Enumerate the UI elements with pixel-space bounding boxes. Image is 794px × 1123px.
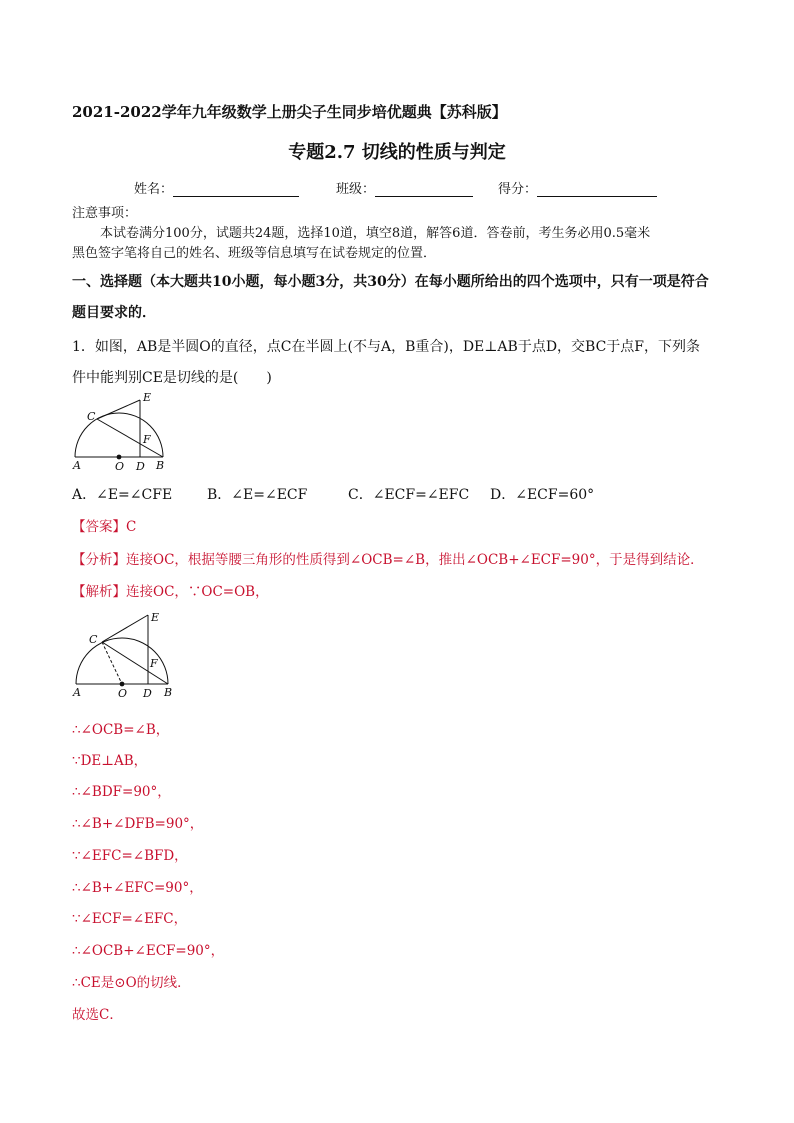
fig1-label-d: D xyxy=(136,460,145,473)
solution-step-10: 故选C． xyxy=(72,1007,123,1023)
notice-heading: 注意事项： xyxy=(72,206,138,221)
series-title: 2021-2022学年九年级数学上册尖子生同步培优题典【苏科版】 xyxy=(72,103,507,121)
score-label: 得分： xyxy=(498,182,538,197)
question-1-line-2: 件中能判别CE是切线的是( ) xyxy=(72,370,272,386)
analysis-tag: 【分析】 xyxy=(72,552,126,568)
analysis-line xyxy=(72,548,704,568)
solution-step-7: ∵∠ECF=∠EFC， xyxy=(72,911,188,927)
answer-tag: 【答案】 xyxy=(72,519,126,535)
option-b: B．∠E=∠ECF xyxy=(207,487,308,503)
fig2-label-o: O xyxy=(118,687,128,700)
answer-line xyxy=(72,515,136,535)
name-blank[interactable] xyxy=(173,182,299,197)
geometry-figure-2 xyxy=(70,608,182,700)
fig2-label-a: A xyxy=(73,686,81,699)
class-label: 班级： xyxy=(336,182,376,197)
page-title: 专题2.7 切线的性质与判定 xyxy=(288,142,506,163)
analysis-text: 连接OC，根据等腰三角形的性质得到∠OCB=∠B，推出∠OCB+∠ECF=90°，于是得到结论． xyxy=(126,552,704,568)
solution-step-9: ∴CE是⊙O的切线． xyxy=(72,975,191,991)
fig1-label-c: C xyxy=(87,410,96,423)
solution-step-4: ∴∠B+∠DFB=90°， xyxy=(72,816,204,832)
class-blank[interactable] xyxy=(375,182,473,197)
fig2-label-d: D xyxy=(143,687,152,700)
question-1-line-1: 1．如图，AB是半圆O的直径，点C在半圆上(不与A，B重合)，DE⊥AB于点D，交BC于点F，下列条 xyxy=(72,339,701,355)
fig2-label-b: B xyxy=(164,686,173,699)
solution-step-1: ∴∠OCB=∠B， xyxy=(72,722,170,738)
fig1-label-a: A xyxy=(73,459,81,472)
class-field[interactable] xyxy=(336,178,473,197)
score-field[interactable] xyxy=(498,178,657,197)
solution-step-3: ∴∠BDF=90°， xyxy=(72,784,171,800)
fig1-label-b: B xyxy=(156,459,165,472)
option-c: C．∠ECF=∠EFC xyxy=(348,487,470,503)
solution-step-6: ∴∠B+∠EFC=90°， xyxy=(72,880,203,896)
geometry-figure-1 xyxy=(70,390,180,474)
solution-text: 连接OC，∵OC=OB， xyxy=(126,584,269,600)
notice-line-1: 本试卷满分100分，试题共24题，选择10道，填空8道，解答6道．答卷前，考生务必用0.5毫米 xyxy=(100,226,651,241)
notice-line-2: 黑色签字笔将自己的姓名、班级等信息填写在试卷规定的位置． xyxy=(72,246,437,261)
name-label: 姓名： xyxy=(134,182,174,197)
name-field[interactable] xyxy=(134,178,299,197)
solution-step-5: ∵∠EFC=∠BFD， xyxy=(72,848,188,864)
score-blank[interactable] xyxy=(537,182,657,197)
fig2-label-e: E xyxy=(151,611,160,624)
fig2-label-c: C xyxy=(89,633,98,646)
fig1-label-e: E xyxy=(143,391,152,404)
section-heading-line-2: 题目要求的． xyxy=(72,305,156,321)
fig1-label-f: F xyxy=(143,433,151,446)
fig2-label-f: F xyxy=(150,657,158,670)
answer-text: C xyxy=(126,519,137,535)
option-d: D．∠ECF=60° xyxy=(490,487,595,503)
section-heading-line-1: 一、选择题（本大题共10小题，每小题3分，共30分）在每小题所给出的四个选项中，只有一项是符合 xyxy=(72,274,709,290)
solution-step-8: ∴∠OCB+∠ECF=90°， xyxy=(72,943,225,959)
solution-step-2: ∵DE⊥AB， xyxy=(72,753,148,769)
option-a: A．∠E=∠CFE xyxy=(72,487,173,503)
fig1-label-o: O xyxy=(115,460,125,473)
solution-tag: 【解析】 xyxy=(72,584,126,600)
solution-line xyxy=(72,580,269,600)
